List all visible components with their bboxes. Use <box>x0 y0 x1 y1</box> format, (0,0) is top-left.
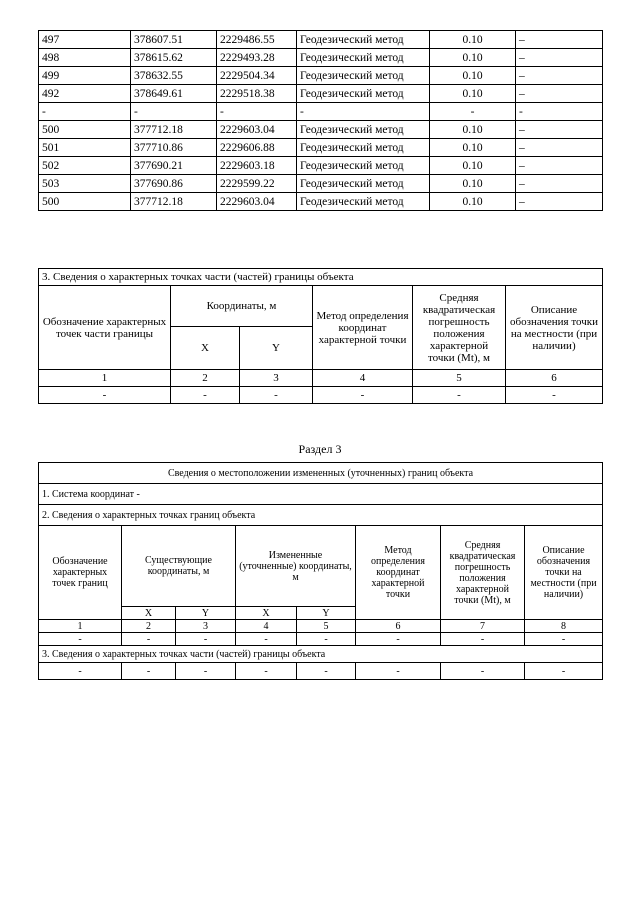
table-cell: - <box>39 633 122 646</box>
header-error: Средняя квадратическая погрешность положения характерной точки (Мt), м <box>441 526 525 620</box>
parts-title: 3. Сведения о характерных точках части (частей) границы объекта <box>39 646 603 663</box>
table-cell: Геодезический метод <box>297 193 430 211</box>
table-cell: 500 <box>39 121 131 139</box>
table-cell: - <box>176 633 236 646</box>
table-cell: – <box>516 49 603 67</box>
parts-table-title: 3. Сведения о характерных точках части (частей) границы объекта <box>39 269 603 286</box>
table-cell: - <box>525 633 603 646</box>
table-cell: - <box>39 387 171 404</box>
table-cell: – <box>516 85 603 103</box>
table-cell: - <box>217 103 297 121</box>
column-number: 2 <box>171 370 240 387</box>
table-cell: – <box>516 121 603 139</box>
points-title: 2. Сведения о характерных точках границ объекта <box>39 505 603 526</box>
header-designation: Обозначение характерных точек границ <box>39 526 122 620</box>
table-cell: 377712.18 <box>131 193 217 211</box>
table-cell: - <box>297 663 356 680</box>
header-error: Средняя квадратическая погрешность положения характерной точки (Мt), м <box>413 286 506 370</box>
table-cell: Геодезический метод <box>297 121 430 139</box>
header-method: Метод определения координат характерной точки <box>356 526 441 620</box>
table-cell: 503 <box>39 175 131 193</box>
table-cell: Геодезический метод <box>297 67 430 85</box>
table-cell: - <box>122 663 176 680</box>
table-cell: – <box>516 175 603 193</box>
table-row <box>39 67 603 85</box>
header-changed-x: X <box>236 607 297 620</box>
parts-points-table <box>38 268 603 404</box>
table-cell: 0.10 <box>430 139 516 157</box>
coordinates-table-body <box>39 31 603 211</box>
table-cell: 2229486.55 <box>217 31 297 49</box>
column-number: 4 <box>236 620 297 633</box>
table-cell: 500 <box>39 193 131 211</box>
table-row <box>39 49 603 67</box>
table-cell: - <box>516 103 603 121</box>
header-designation: Обозначение характерных точек части границы <box>39 286 171 370</box>
table-row <box>39 121 603 139</box>
table-cell: - <box>506 387 603 404</box>
header-description: Описание обозначения точки на местности (при наличии) <box>506 286 603 370</box>
coordinates-table <box>38 30 603 211</box>
table-cell: – <box>516 139 603 157</box>
column-number: 7 <box>441 620 525 633</box>
table-row <box>39 85 603 103</box>
table-cell: - <box>356 633 441 646</box>
table-cell: 0.10 <box>430 67 516 85</box>
table-cell: - <box>430 103 516 121</box>
header-changed-y: Y <box>297 607 356 620</box>
table-cell: - <box>171 387 240 404</box>
column-number: 1 <box>39 620 122 633</box>
header-existing-coords: Существующие координаты, м <box>122 526 236 607</box>
table-cell: 2229504.34 <box>217 67 297 85</box>
table-cell: Геодезический метод <box>297 157 430 175</box>
header-description: Описание обозначения точки на местности (при наличии) <box>525 526 603 620</box>
column-number: 6 <box>356 620 441 633</box>
header-changed-coords: Измененные (уточненные) координаты, м <box>236 526 356 607</box>
table-row <box>39 193 603 211</box>
table-cell: – <box>516 157 603 175</box>
table-cell: 499 <box>39 67 131 85</box>
table-cell: 2229518.38 <box>217 85 297 103</box>
table-cell: 0.10 <box>430 157 516 175</box>
column-number: 2 <box>122 620 176 633</box>
table-cell: - <box>413 387 506 404</box>
table-cell: Геодезический метод <box>297 31 430 49</box>
table-cell: 497 <box>39 31 131 49</box>
table-cell: - <box>297 103 430 121</box>
table-cell: - <box>236 633 297 646</box>
column-number: 6 <box>506 370 603 387</box>
table-row <box>39 139 603 157</box>
column-number-row <box>39 620 603 633</box>
table-cell: - <box>39 103 131 121</box>
table-row <box>39 157 603 175</box>
table-row <box>39 103 603 121</box>
table-cell: – <box>516 31 603 49</box>
table-cell: - <box>240 387 313 404</box>
header-coordinates: Координаты, м <box>171 286 313 327</box>
table-cell: - <box>525 663 603 680</box>
column-number: 1 <box>39 370 171 387</box>
table-cell: – <box>516 67 603 85</box>
section-title: Сведения о местоположении измененных (уточненных) границ объекта <box>39 463 603 484</box>
table-cell: 501 <box>39 139 131 157</box>
column-number: 3 <box>176 620 236 633</box>
table-cell: 378649.61 <box>131 85 217 103</box>
table-cell: - <box>441 663 525 680</box>
table-cell: 378615.62 <box>131 49 217 67</box>
table-cell: 2229493.28 <box>217 49 297 67</box>
table-row <box>39 31 603 49</box>
table-cell: Геодезический метод <box>297 85 430 103</box>
column-number: 5 <box>413 370 506 387</box>
header-existing-y: Y <box>176 607 236 620</box>
table-cell: Геодезический метод <box>297 49 430 67</box>
table-cell: - <box>297 633 356 646</box>
header-method: Метод определения координат характерной точки <box>313 286 413 370</box>
table-cell: 502 <box>39 157 131 175</box>
parts-data-row <box>39 663 603 680</box>
table-cell: 492 <box>39 85 131 103</box>
table-cell: - <box>122 633 176 646</box>
table-cell: 0.10 <box>430 175 516 193</box>
table-cell: 2229603.04 <box>217 193 297 211</box>
table-cell: - <box>131 103 217 121</box>
table-cell: Геодезический метод <box>297 139 430 157</box>
data-row <box>39 387 603 404</box>
table-cell: Геодезический метод <box>297 175 430 193</box>
table-cell: 2229599.22 <box>217 175 297 193</box>
table-cell: 377690.86 <box>131 175 217 193</box>
table-cell: – <box>516 193 603 211</box>
table-cell: 498 <box>39 49 131 67</box>
table-cell: 2229603.18 <box>217 157 297 175</box>
table-cell: 378632.55 <box>131 67 217 85</box>
table-cell: 377690.21 <box>131 157 217 175</box>
table-cell: 0.10 <box>430 49 516 67</box>
header-y: Y <box>240 327 313 370</box>
table-row <box>39 175 603 193</box>
column-number-row <box>39 370 603 387</box>
data-row <box>39 633 603 646</box>
header-x: X <box>171 327 240 370</box>
table-cell: - <box>356 663 441 680</box>
table-cell: - <box>176 663 236 680</box>
table-cell: 2229606.88 <box>217 139 297 157</box>
column-number: 8 <box>525 620 603 633</box>
table-cell: 377712.18 <box>131 121 217 139</box>
column-number: 5 <box>297 620 356 633</box>
table-cell: - <box>313 387 413 404</box>
column-number: 4 <box>313 370 413 387</box>
table-cell: 377710.86 <box>131 139 217 157</box>
column-number: 3 <box>240 370 313 387</box>
table-cell: - <box>39 663 122 680</box>
table-cell: 378607.51 <box>131 31 217 49</box>
table-cell: 2229603.04 <box>217 121 297 139</box>
table-cell: 0.10 <box>430 31 516 49</box>
table-cell: 0.10 <box>430 193 516 211</box>
header-existing-x: X <box>122 607 176 620</box>
table-cell: 0.10 <box>430 85 516 103</box>
table-cell: - <box>236 663 297 680</box>
table-cell: 0.10 <box>430 121 516 139</box>
coordinate-system: 1. Система координат - <box>39 484 603 505</box>
section-heading: Раздел 3 <box>298 442 342 456</box>
changed-boundaries-table <box>38 462 603 680</box>
table-cell: - <box>441 633 525 646</box>
